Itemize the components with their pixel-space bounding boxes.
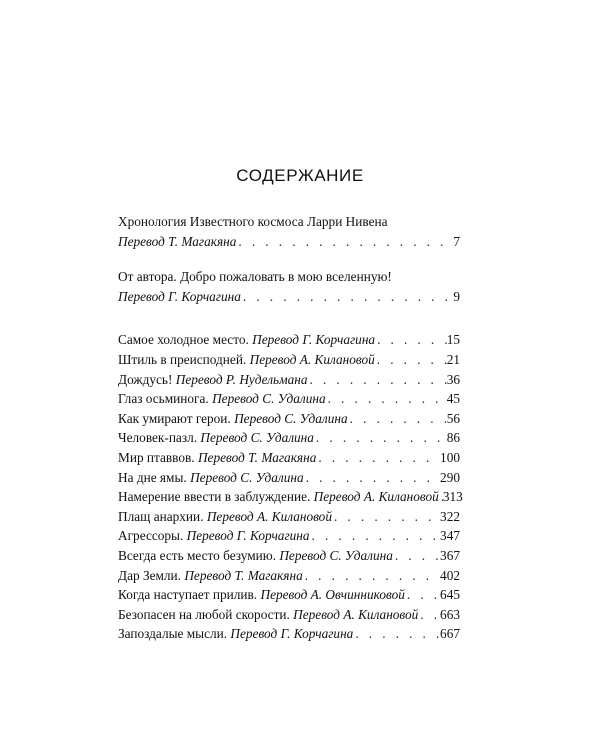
entry-page-number: 402 (440, 567, 460, 583)
toc-entry-chronology (118, 212, 460, 251)
entry-title: Плащ анархии. (118, 508, 204, 524)
entry-page-number: 367 (440, 547, 460, 563)
entry-page-number: 290 (440, 469, 460, 485)
dot-leader (332, 507, 440, 527)
dot-leader (418, 605, 440, 625)
dot-leader (308, 370, 447, 390)
dot-leader (375, 330, 447, 350)
dot-leader (236, 232, 453, 252)
entry-page-number: 7 (453, 233, 460, 249)
entry-title: От автора. Добро пожаловать в мою вселенную! (118, 269, 392, 285)
entry-title: Как умирают герои. (118, 410, 231, 426)
entry-translator: Перевод Г. Корчагина (186, 528, 310, 544)
dot-leader (405, 585, 440, 605)
entry-title: Когда наступает прилив. (118, 587, 258, 603)
toc-entry (118, 566, 460, 586)
entry-page-number: 15 (446, 332, 460, 348)
toc-entry (118, 468, 460, 488)
toc-entry (118, 624, 460, 644)
entry-title: Глаз осьминога. (118, 391, 209, 407)
entry-translator: Перевод Г. Корчагина (230, 626, 354, 642)
entry-translator: Перевод С. Удалина (279, 547, 393, 563)
entry-page-number: 100 (440, 449, 460, 465)
entry-translator: Перевод А. Килановой (313, 489, 439, 505)
entry-title: Человек-пазл. (118, 430, 198, 446)
toc-entry (118, 526, 460, 546)
toc-entry (118, 585, 460, 605)
entry-translator: Перевод А. Килановой (293, 606, 419, 622)
dot-leader (326, 389, 447, 409)
toc-entry-author-foreword (118, 267, 460, 306)
toc-entry (118, 330, 460, 350)
toc-heading: СОДЕРЖАНИЕ (236, 166, 364, 185)
entry-page-number: 663 (440, 606, 460, 622)
entry-page-number: 21 (446, 351, 460, 367)
dot-leader (303, 566, 440, 586)
dot-leader (310, 526, 441, 546)
entry-page-number: 347 (440, 528, 460, 544)
entry-page-number: 56 (446, 410, 460, 426)
entry-page-number: 36 (446, 371, 460, 387)
entry-translator: Перевод С. Удалина (234, 410, 348, 426)
entry-title: Запоздалые мысли. (118, 626, 228, 642)
entry-page-number: 9 (453, 288, 460, 304)
dot-leader (241, 287, 453, 307)
toc-entry (118, 507, 460, 527)
entry-title: Штиль в преисподней. (118, 351, 247, 367)
entry-page-number: 645 (440, 587, 460, 603)
toc-entry (118, 487, 463, 507)
entry-title: Дождусь! (118, 371, 173, 387)
toc-entry (118, 409, 460, 429)
entry-page-number: 86 (446, 430, 460, 446)
entry-translator: Перевод Г. Корчагина (252, 332, 376, 348)
dot-leader (304, 468, 440, 488)
dot-leader (353, 624, 440, 644)
toc-entry (118, 448, 460, 468)
table-of-contents (118, 212, 463, 644)
entry-translator: Перевод А. Килановой (206, 508, 332, 524)
dot-leader (314, 428, 447, 448)
entry-title: На дне ямы. (118, 469, 187, 485)
entry-translator: Перевод А. Овчинниковой (260, 587, 405, 603)
entry-translator: Перевод С. Удалина (200, 430, 314, 446)
entry-translator: Перевод Р. Нудельмана (175, 371, 308, 387)
entry-page-number: 667 (440, 626, 460, 642)
entry-title: Всегда есть место безумию. (118, 547, 276, 563)
entry-translator: Перевод С. Удалина (212, 391, 326, 407)
toc-entry (118, 605, 460, 625)
dot-leader (393, 546, 440, 566)
toc-entry (118, 428, 460, 448)
entry-title: Намерение ввести в заблуждение. (118, 489, 311, 505)
toc-entry (118, 350, 460, 370)
story-list (118, 330, 463, 644)
entry-translator: Перевод С. Удалина (190, 469, 304, 485)
entry-title: Мир птаввов. (118, 449, 195, 465)
entry-translator: Перевод А. Килановой (249, 351, 375, 367)
entry-page-number: 45 (446, 391, 460, 407)
entry-title: Хронология Известного космоса Ларри Нивена (118, 214, 388, 229)
toc-entry (118, 389, 460, 409)
entry-title: Агрессоры. (118, 528, 184, 544)
entry-page-number: 322 (440, 508, 460, 524)
dot-leader (316, 448, 440, 468)
toc-entry (118, 546, 460, 566)
entry-translator: Перевод Т. Магакяна (118, 233, 237, 249)
toc-entry (118, 370, 460, 390)
entry-title: Безопасен на любой скорости. (118, 606, 290, 622)
dot-leader (348, 409, 447, 429)
entry-title: Дар Земли. (118, 567, 181, 583)
dot-leader (375, 350, 447, 370)
entry-translator: Перевод Т. Магакяна (197, 449, 317, 465)
entry-translator: Перевод Т. Магакяна (184, 567, 303, 583)
entry-translator: Перевод Г. Корчагина (118, 288, 241, 304)
entry-title: Самое холодное место. (118, 332, 249, 348)
entry-page-number: 313 (442, 489, 463, 505)
